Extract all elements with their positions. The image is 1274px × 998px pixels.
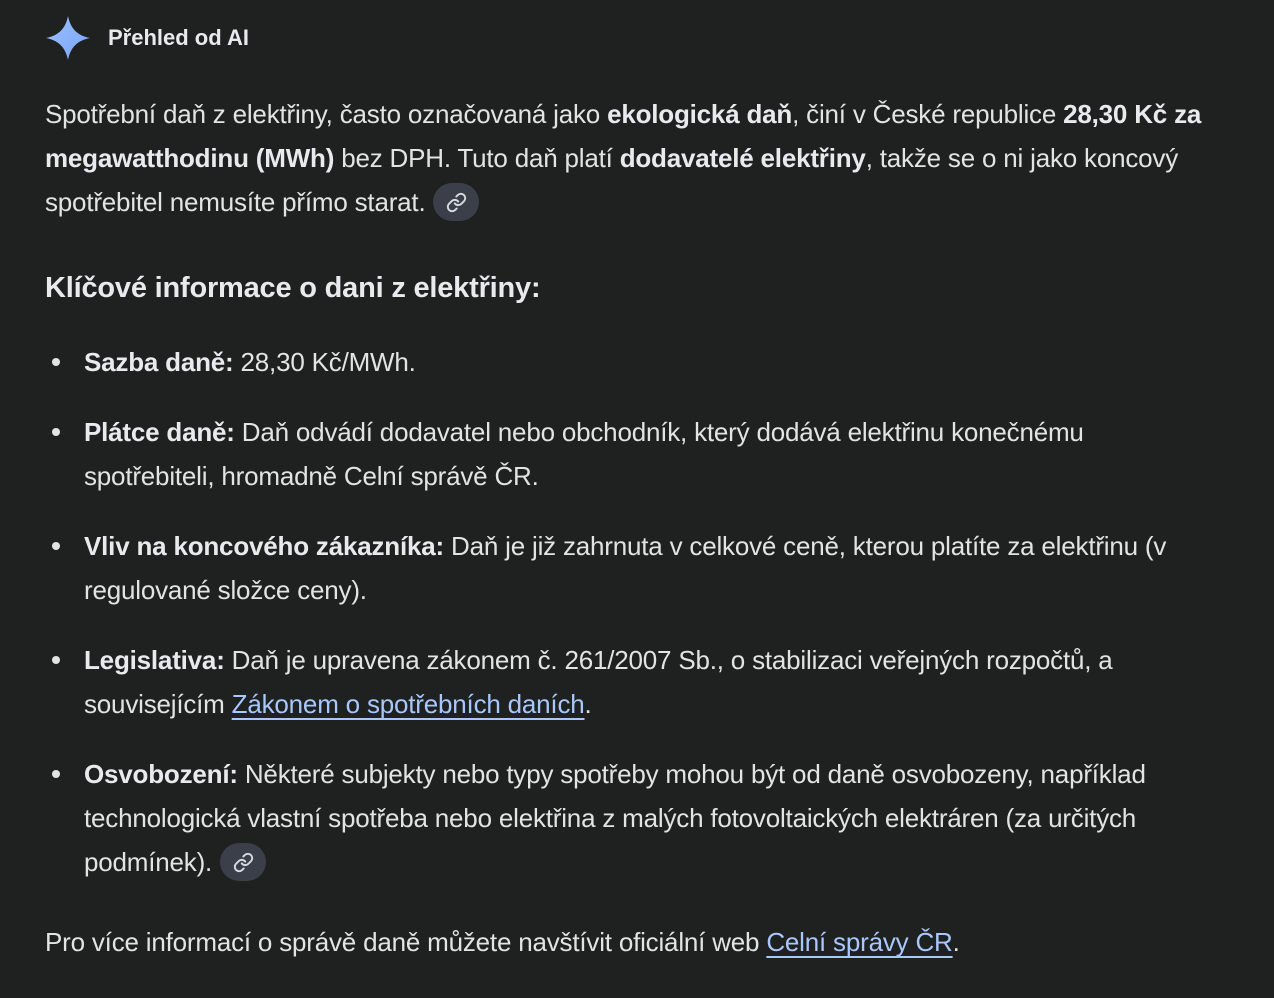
intro-paragraph bbox=[45, 92, 1213, 224]
gemini-sparkle-icon bbox=[45, 15, 91, 61]
citation-chip[interactable] bbox=[220, 843, 266, 881]
key-info-list bbox=[45, 340, 1213, 884]
link-icon bbox=[446, 192, 467, 213]
footer-text: Pro více informací o správě daně můžete navštívit oficiální web bbox=[45, 927, 767, 957]
bullet-dot bbox=[52, 358, 60, 366]
list-item-legislativa bbox=[45, 638, 1213, 726]
list-item-platce-dane bbox=[45, 410, 1213, 498]
intro-text: , takže se o ni jako koncový spotřebitel nemusíte přímo starat. bbox=[45, 143, 1179, 217]
bullet-dot bbox=[52, 656, 60, 664]
footer-text: . bbox=[952, 927, 960, 957]
list-item-sazba-dane bbox=[45, 340, 1213, 384]
citation-chip[interactable] bbox=[433, 183, 479, 221]
bullet-text: Daň je již zahrnuta v celkové ceně, kterou platíte za elektřinu (v regulované složce ceny). bbox=[84, 531, 1167, 605]
intro-text: , činí v České republice bbox=[792, 99, 1064, 129]
bullet-text: Daň odvádí dodavatel nebo obchodník, který dodává elektřinu konečnému spotřebiteli, hromadně Celní správě ČR. bbox=[84, 417, 1084, 491]
bullet-text: . bbox=[584, 689, 592, 719]
list-item-osvobozeni bbox=[45, 752, 1213, 884]
bullet-label: Plátce daně: bbox=[84, 417, 235, 447]
bullet-dot bbox=[52, 770, 60, 778]
intro-text: bez DPH. Tuto daň platí bbox=[334, 143, 620, 173]
list-item-vliv-na-zakaznika bbox=[45, 524, 1213, 612]
bullet-label: Osvobození: bbox=[84, 759, 238, 789]
zakon-o-spotrebnich-danich-link[interactable]: Zákonem o spotřebních daních bbox=[231, 689, 585, 719]
ai-overview-header bbox=[45, 14, 1229, 62]
celni-sprava-link[interactable]: Celní správy ČR bbox=[766, 927, 953, 957]
bullet-text: Některé subjekty nebo typy spotřeby mohou být od daně osvobozeny, například technologická vlastní spotřeba nebo elektřina z malých fotovoltaických elektráren (za určitých podmínek). bbox=[84, 759, 1146, 877]
bullet-label: Vliv na koncového zákazníka: bbox=[84, 531, 444, 561]
intro-bold-dodavatele: dodavatelé elektřiny bbox=[619, 143, 866, 173]
intro-bold-sazba: 28,30 Kč za megawatthodinu (MWh) bbox=[45, 99, 1202, 173]
intro-text: Spotřební daň z elektřiny, často označovaná jako bbox=[45, 99, 608, 129]
bullet-label: Sazba daně: bbox=[84, 347, 234, 377]
bullet-dot bbox=[52, 428, 60, 436]
bullet-label: Legislativa: bbox=[84, 645, 225, 675]
intro-bold-ekologicka-dan: ekologická daň bbox=[607, 99, 793, 129]
bullet-dot bbox=[52, 542, 60, 550]
bullet-text: 28,30 Kč/MWh. bbox=[233, 347, 416, 377]
footer-note bbox=[45, 920, 1213, 964]
link-icon bbox=[233, 852, 254, 873]
ai-overview-title: Přehled od AI bbox=[108, 25, 249, 50]
section-heading: Klíčové informace o dani z elektřiny: bbox=[45, 272, 541, 304]
bullet-text: Daň je upravena zákonem č. 261/2007 Sb., o stabilizaci veřejných rozpočtů, a souvisejícím bbox=[84, 645, 1113, 719]
